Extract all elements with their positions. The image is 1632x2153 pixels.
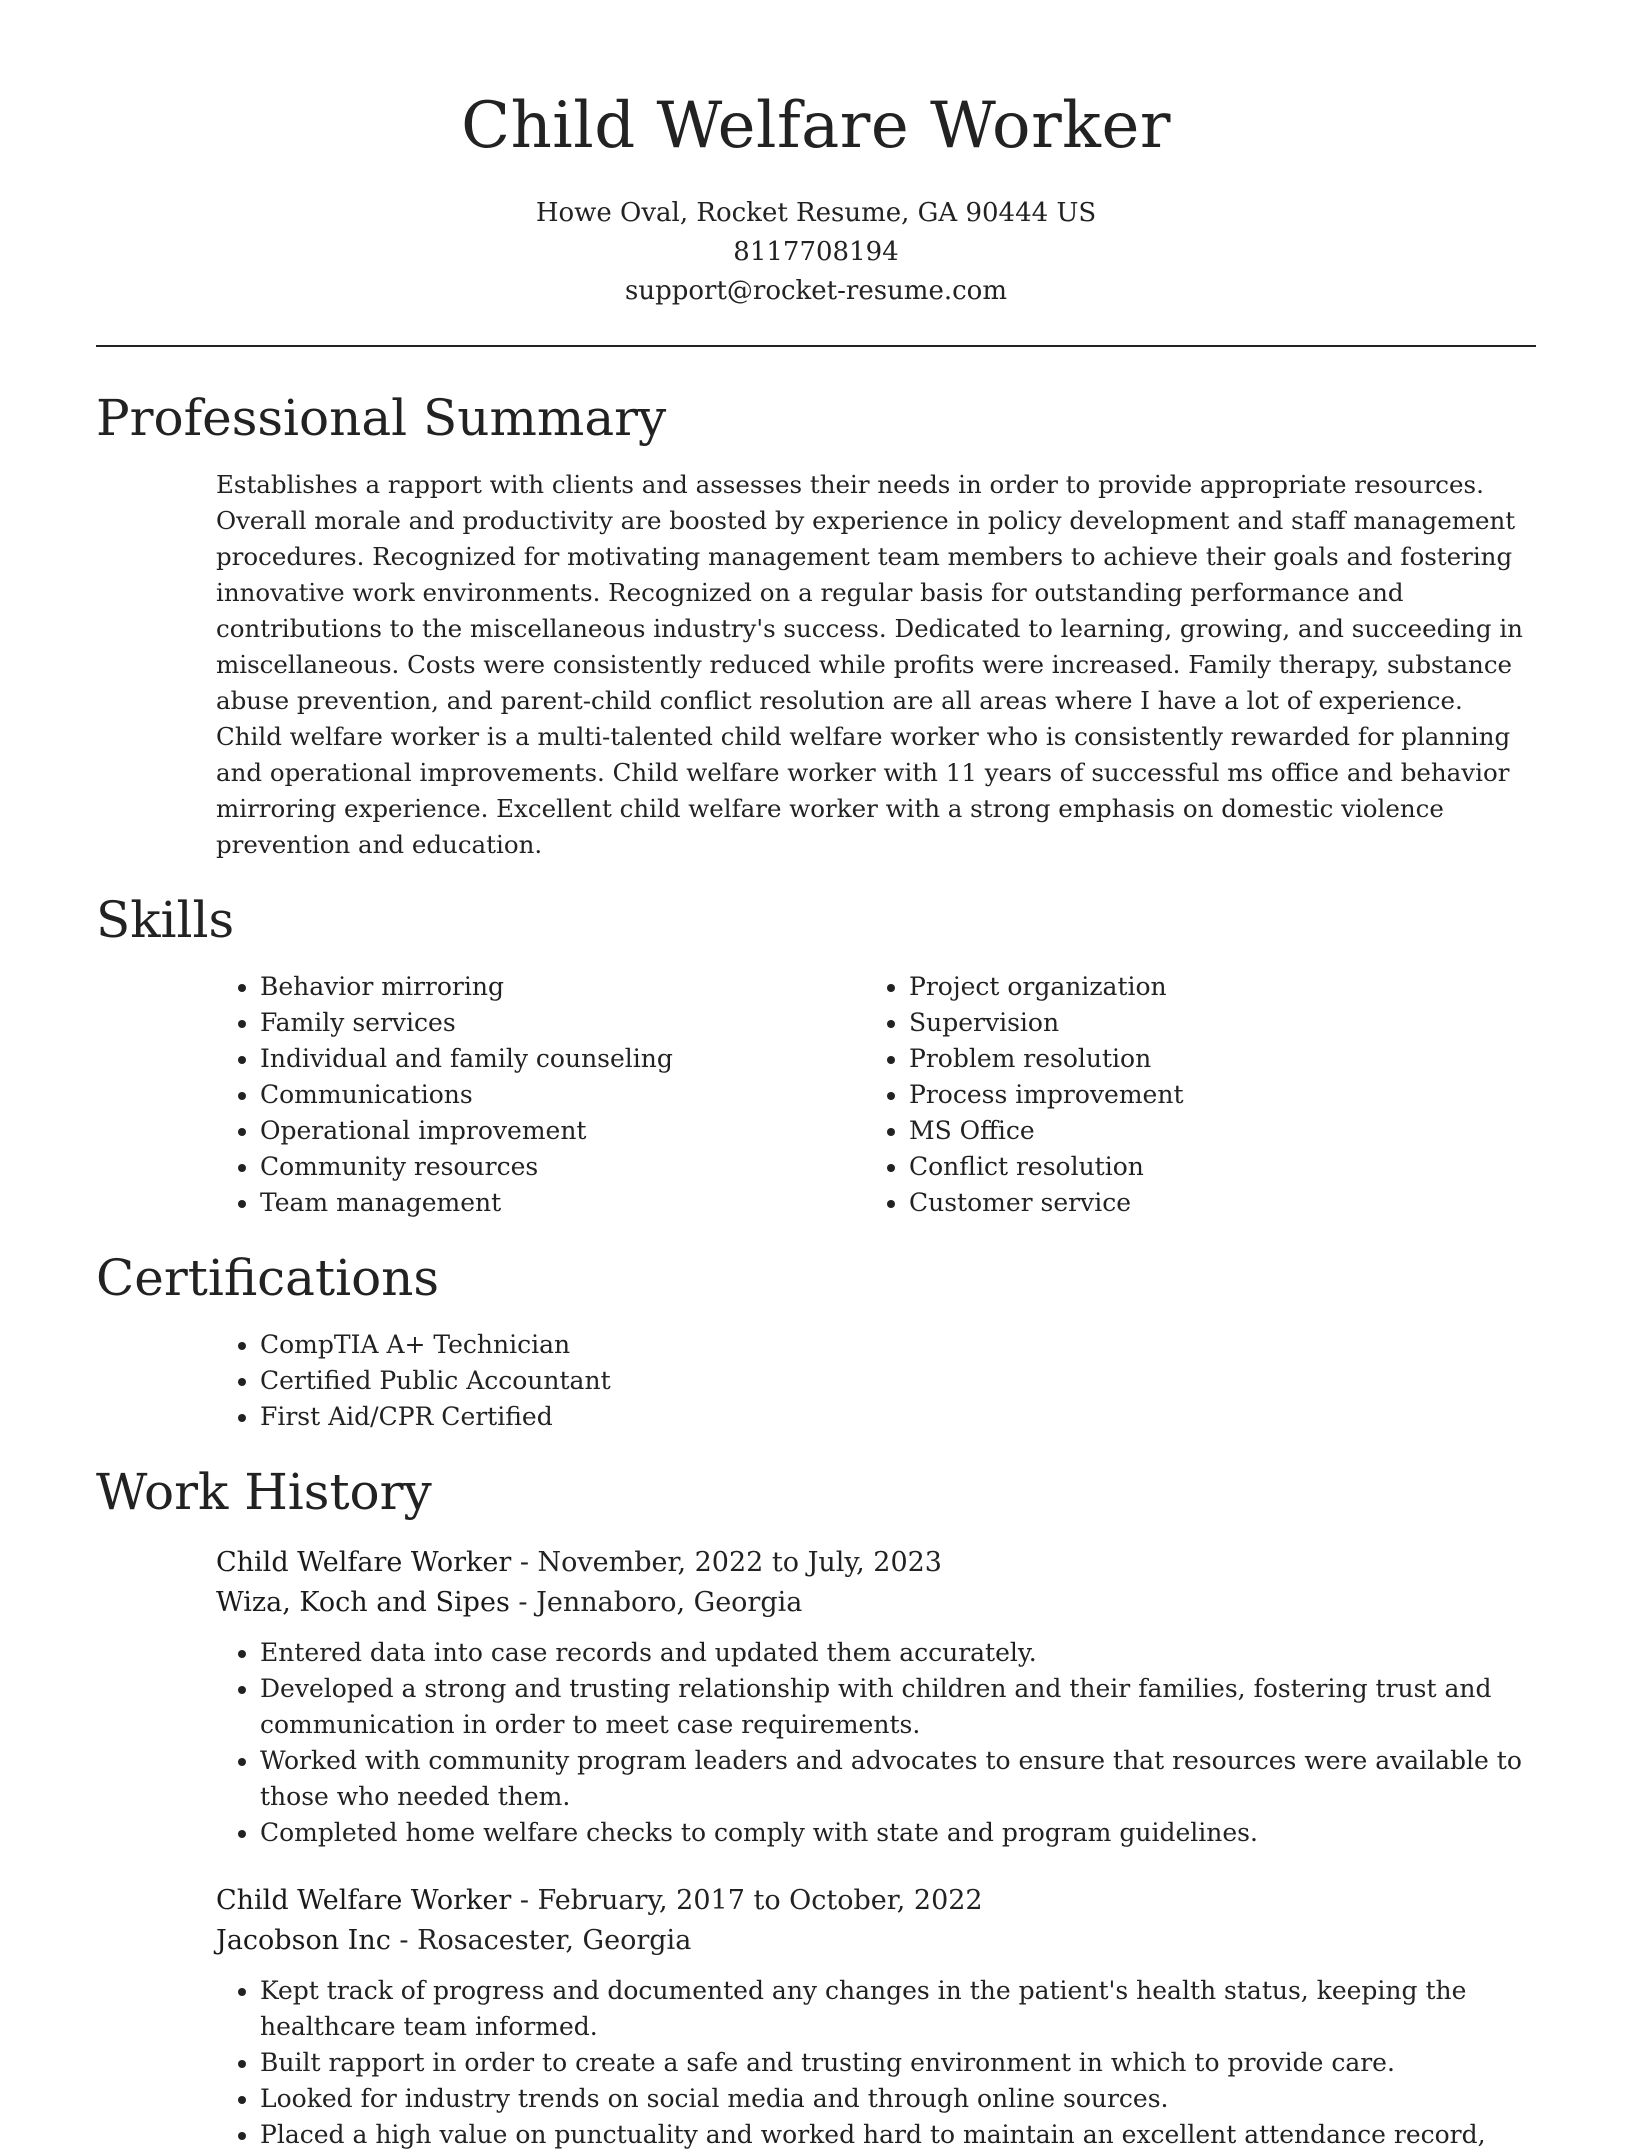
job-bullet: • Entered data into case records and updated them accurately. xyxy=(260,1635,1536,1671)
certification-item: • First Aid/CPR Certified xyxy=(260,1399,1536,1435)
skills-columns xyxy=(216,969,1536,1221)
job-bullet: • Placed a high value on punctuality and worked hard to maintain an excellent attendance record, xyxy=(260,2117,1536,2153)
job-location: - Jennaboro, Georgia xyxy=(509,1587,803,1618)
contact-email: support@rocket-resume.com xyxy=(624,276,1007,306)
skill-item: • Conflict resolution xyxy=(909,1149,1514,1185)
skill-item: • Problem resolution xyxy=(909,1041,1514,1077)
skill-item: • Community resources xyxy=(260,1149,865,1185)
job-role: Child Welfare Worker xyxy=(216,1547,512,1578)
job-title-line xyxy=(216,1543,1536,1583)
certification-item: • Certified Public Accountant xyxy=(260,1363,1536,1399)
header-divider xyxy=(96,345,1536,347)
job-role: Child Welfare Worker xyxy=(216,1885,512,1916)
skill-item: • Supervision xyxy=(909,1005,1514,1041)
job-company: Jacobson Inc xyxy=(216,1925,391,1956)
job-company: Wiza, Koch and Sipes xyxy=(216,1587,510,1618)
skill-item: • Operational improvement xyxy=(260,1113,865,1149)
job-bullets xyxy=(216,1635,1536,1851)
skill-item: • Team management xyxy=(260,1185,865,1221)
summary-text: Establishes a rapport with clients and assesses their needs in order to provide appropriate resources. Overall morale and productivity are boosted by experience in policy development and staff management procedures. Recognized for motivating management team members to achieve their goals and fostering innovative work environments. Recognized on a regular basis for outstanding performance and contributions to the miscellaneous industry's success. Dedicated to learning, growing, and succeeding in miscellaneous. Costs were consistently reduced while profits were increased. Family therapy, substance abuse prevention, and parent-child conflict resolution are all areas where I have a lot of experience. Child welfare worker is a multi-talented child welfare worker who is consistently rewarded for planning and operational improvements. Child welfare worker with 11 years of successful ms office and behavior mirroring experience. Excellent child welfare worker with a strong emphasis on domestic violence prevention and education. xyxy=(216,470,1523,859)
skill-item: • Individual and family counseling xyxy=(260,1041,865,1077)
job-entry xyxy=(216,1881,1536,2153)
certifications-list xyxy=(216,1327,1536,1435)
job-location: - Rosacester, Georgia xyxy=(390,1925,692,1956)
skill-item: • Family services xyxy=(260,1005,865,1041)
job-entry xyxy=(216,1543,1536,1851)
skills-list-right xyxy=(865,969,1514,1221)
skills-list-left xyxy=(216,969,865,1221)
summary-heading: Professional Summary xyxy=(96,389,667,447)
certifications-heading: Certifications xyxy=(96,1249,440,1307)
job-bullets xyxy=(216,1973,1536,2153)
job-bullet: • Completed home welfare checks to comply with state and program guidelines. xyxy=(260,1815,1536,1851)
certification-item: • CompTIA A+ Technician xyxy=(260,1327,1536,1363)
job-dates: - February, 2017 to October, 2022 xyxy=(511,1885,983,1916)
job-bullet: • Developed a strong and trusting relationship with children and their families, fostering trust and communication in order to meet case requirements. xyxy=(260,1671,1536,1743)
skill-item: • Communications xyxy=(260,1077,865,1113)
resume-page xyxy=(96,0,1536,2153)
skill-item: • Behavior mirroring xyxy=(260,969,865,1005)
job-bullet: • Worked with community program leaders and advocates to ensure that resources were available to those who needed them. xyxy=(260,1743,1536,1815)
work-history-heading: Work History xyxy=(96,1463,432,1521)
resume-name: Child Welfare Worker xyxy=(461,89,1171,163)
job-company-line xyxy=(216,1921,1536,1961)
skill-item: • MS Office xyxy=(909,1113,1514,1149)
contact-address: Howe Oval, Rocket Resume, GA 90444 US xyxy=(535,198,1097,228)
skill-item: • Customer service xyxy=(909,1185,1514,1221)
job-bullet: • Built rapport in order to create a safe and trusting environment in which to provide care. xyxy=(260,2045,1536,2081)
job-dates: - November, 2022 to July, 2023 xyxy=(511,1547,942,1578)
job-title-line xyxy=(216,1881,1536,1921)
skill-item: • Process improvement xyxy=(909,1077,1514,1113)
skill-item: • Project organization xyxy=(909,969,1514,1005)
job-bullet: • Looked for industry trends on social media and through online sources. xyxy=(260,2081,1536,2117)
job-company-line xyxy=(216,1583,1536,1623)
contact-phone: 8117708194 xyxy=(733,237,899,267)
job-bullet: • Kept track of progress and documented any changes in the patient's health status, keeping the healthcare team informed. xyxy=(260,1973,1536,2045)
skills-heading: Skills xyxy=(96,891,235,949)
contact-block xyxy=(96,194,1536,311)
